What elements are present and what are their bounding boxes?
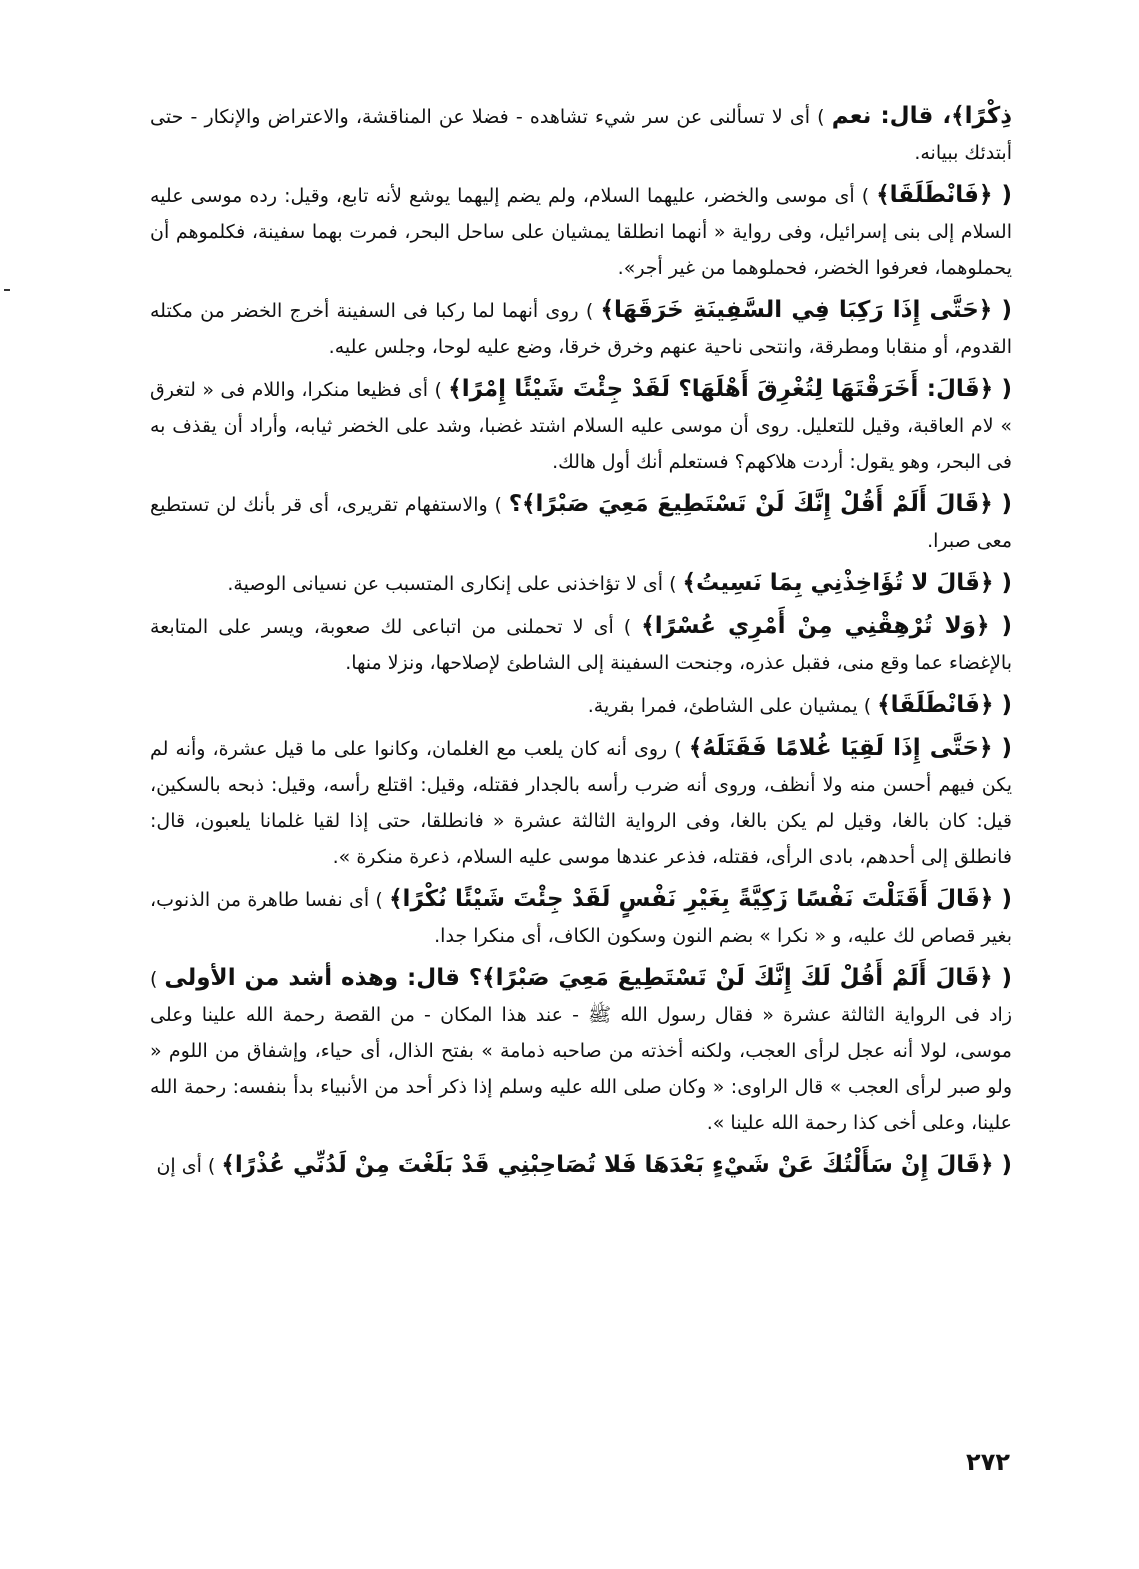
quran-verse: ( ﴿فَانْطَلَقَا﴾ [876, 182, 1013, 208]
commentary-text: ) أى لا تحملنى من اتباعى لك صعوبة، ويسر على المتابعة بالإغضاء عما وقع منى، فقبل عذره، وجنحت السفينة إلى الشاطئ لإصلاحها، ونزلا منها. [150, 616, 1012, 674]
commentary-text: ) أى فظيعا منكرا، واللام فى « لتغرق » لام العاقبة، وقيل للتعليل. روى أن موسى عليه السلام اشتد غضبا، وشد على الخضر ثيابه، وأراد أن يقذف به فى البحر، وهو يقول: أردت هلاكهم؟ فستعلم أنك أول هالك. [150, 379, 1012, 473]
commentary-text: ) أى لا تؤاخذنى على إنكارى المتسبب عن نسيانى الوصية. [227, 573, 683, 595]
paragraph-7 [150, 608, 1012, 681]
margin-tick [4, 289, 10, 291]
quran-verse: ( ﴿قَالَ: أَخَرَقْتَهَا لِتُغْرِقَ أَهْلَهَا؟ لَقَدْ جِئْتَ شَيْئًا إِمْرًا﴾ [448, 376, 1012, 402]
commentary-text: ) روى أنه كان يلعب مع الغلمان، وكانوا على ما قيل عشرة، وأنه لم يكن فيهم أحسن منه ولا أنظف، وروى أنه ضرب رأسه بالجدار فقتله، وقيل: اقتلع رأسه، وقيل: ذبحه بالسكين، قيل: كان بالغا، وقيل لم يكن بالغا، وفى الرواية الثالثة عشرة « فانطلقا، حتى إذا لقيا غلمانا يلعبون، قال: فانطلق إلى أحدهم، بادى الرأى، فقتله، فذعر عندها موسى عليه السلام، ذعرة منكرة ». [150, 738, 1012, 868]
quran-verse: ( ﴿حَتَّى إِذَا رَكِبَا فِي السَّفِينَةِ خَرَقَهَا﴾ [600, 297, 1012, 323]
paragraph-9 [150, 730, 1012, 875]
commentary-text: ) روى أنهما لما ركبا فى السفينة أخرج الخضر من مكتله القدوم، أو منقابا ومطرقة، وانتحى ناحية عنهم وخرق خرقا، وضع عليه لوحا، وجلس عليه. [150, 300, 1012, 358]
commentary-text: ) زاد فى الرواية الثالثة عشرة « فقال رسول الله ﷺ - عند هذا المكان - من القصة رحمة الله علينا وعلى موسى، لولا أنه عجل لرأى العجب، ولكنه أخذته من صاحبه ذمامة » بفتح الذال، أى حياء، وإشفاق من اللوم « ولو صبر لرأى العجب » قال الراوى: « وكان صلى الله عليه وسلم إذا ذكر أحد من الأنبياء بدأ بنفسه: رحمة الله علينا، وعلى أخى كذا رحمة الله علينا ». [150, 968, 1012, 1134]
commentary-text: ) أى إن [156, 1155, 222, 1177]
paragraph-10 [150, 881, 1012, 954]
commentary-text: ) أى موسى والخضر، عليهما السلام، ولم يضم إليهما يوشع لأنه تابع، وقيل: رده موسى عليه السلام إلى بنى إسرائيل، وفى رواية « أنهما انطلقا يمشيان على ساحل البحر، فمرت بهما سفينة، فكلموهم أن يحملوهما، فعرفوا الخضر، فحملوهما من غير أجر». [150, 185, 1012, 279]
quran-verse: ( ﴿قَالَ لا تُؤَاخِذْنِي بِمَا نَسِيتُ﴾ [682, 570, 1012, 596]
quran-verse: ( ﴿وَلا تُرْهِقْنِي مِنْ أَمْرِي عُسْرًا﴾ [641, 613, 1012, 639]
page-body [150, 98, 1012, 1190]
paragraph-4 [150, 371, 1012, 480]
paragraph-11 [150, 960, 1012, 1141]
paragraph-1 [150, 98, 1012, 171]
quran-verse: ( ﴿فَانْطَلَقَا﴾ [877, 692, 1012, 718]
paragraph-6 [150, 565, 1012, 602]
paragraph-5 [150, 486, 1012, 559]
commentary-text: ) يمشيان على الشاطئ، فمرا بقرية. [587, 695, 878, 717]
paragraph-2 [150, 177, 1012, 286]
quran-verse: ( ﴿قَالَ أَلَمْ أَقُلْ لَكَ إِنَّكَ لَنْ تَسْتَطِيعَ مَعِيَ صَبْرًا﴾؟ قال: وهذه أشد من الأولى [164, 965, 1013, 991]
commentary-text: ) والاستفهام تقريرى، أى قر بأنك لن تستطيع معى صبرا. [150, 494, 1012, 552]
quran-verse: ( ﴿قَالَ إِنْ سَأَلْتُكَ عَنْ شَيْءٍ بَعْدَهَا فَلا تُصَاحِبْنِي قَدْ بَلَغْتَ مِنْ لَدُنِّي عُذْرًا﴾ [221, 1152, 1012, 1178]
paragraph-8 [150, 687, 1012, 724]
commentary-text: ) أى نفسا طاهرة من الذنوب، بغير قصاص لك عليه، و « نكرا » بضم النون وسكون الكاف، أى منكرا جدا. [150, 889, 1012, 947]
quran-verse: ( ﴿حَتَّى إِذَا لَقِيَا غُلامًا فَقَتَلَهُ﴾ [688, 735, 1012, 761]
paragraph-3 [150, 292, 1012, 365]
quran-verse: ( ﴿قَالَ أَلَمْ أَقُلْ إِنَّكَ لَنْ تَسْتَطِيعَ مَعِيَ صَبْرًا﴾؟ [508, 491, 1012, 517]
quran-verse: ( ﴿قَالَ أَقَتَلْتَ نَفْسًا زَكِيَّةً بِغَيْرِ نَفْسٍ لَقَدْ جِئْتَ شَيْئًا نُكْرًا﴾ [389, 886, 1012, 912]
page-number: ٢٧٢ [966, 1448, 1010, 1476]
quran-verse: ذِكْرًا﴾، قال: نعم [831, 103, 1012, 129]
paragraph-12 [150, 1147, 1012, 1184]
commentary-text: ) أى لا تسألنى عن سر شيء تشاهده - فضلا عن المناقشة، والاعتراض والإنكار - حتى أبتدئك ببيانه. [150, 106, 1012, 164]
